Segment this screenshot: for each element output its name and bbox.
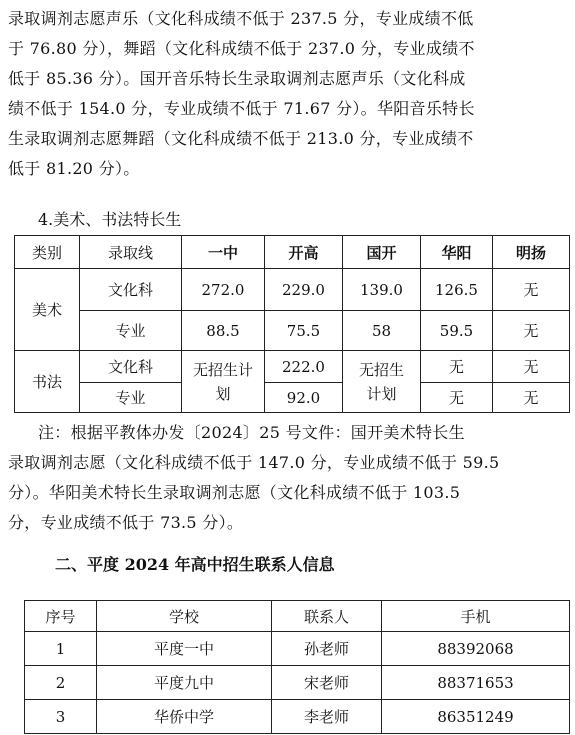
text-line: 注：根据平教体办发〔2024〕25 号文件：国开美术特长生 [38, 423, 465, 442]
table-cell: 无 [421, 383, 493, 413]
table-row [15, 383, 570, 413]
table-cell: 孙老师 [272, 632, 382, 666]
table-header-row [15, 236, 570, 269]
text-line: 于 76.80 分），舞蹈（文化科成绩不低于 237.0 分，专业成绩不 [8, 39, 475, 58]
text-line: 录取调剂志愿声乐（文化科成绩不低于 237.5 分，专业成绩不低 [8, 9, 474, 28]
table-cell: 229.0 [265, 269, 343, 311]
table-cell: 59.5 [421, 311, 493, 351]
text-line: 低于 81.20 分）。 [8, 159, 140, 178]
section-2-title: 二、平度 2024 年高中招生联系人信息 [55, 555, 335, 574]
table-cell: 无 [493, 311, 570, 351]
header-cell: 录取线 [80, 236, 182, 269]
table-cell: 平度九中 [97, 666, 272, 700]
table-cell: 1 [25, 632, 97, 666]
table-cell: 3 [25, 700, 97, 734]
table-cell: 88392068 [382, 632, 570, 666]
text-line: 分，专业成绩不低于 73.5 分）。 [8, 513, 244, 532]
section-4-title: 4.美术、书法特长生 [38, 210, 182, 229]
header-cell: 序号 [25, 601, 97, 632]
intro-paragraph [8, 4, 564, 184]
table-cell: 139.0 [343, 269, 421, 311]
table-cell: 李老师 [272, 700, 382, 734]
table-row [15, 311, 570, 351]
table-cell: 文化科 [80, 351, 182, 383]
header-cell: 联系人 [272, 601, 382, 632]
text-line: 生录取调剂志愿舞蹈（文化科成绩不低于 213.0 分，专业成绩不 [8, 129, 474, 148]
table-cell: 2 [25, 666, 97, 700]
table-cell: 88.5 [182, 311, 265, 351]
table-cell: 92.0 [265, 383, 343, 413]
table-cell: 126.5 [421, 269, 493, 311]
table-cell: 无 [493, 383, 570, 413]
table-row [25, 666, 570, 700]
table-cell: 华侨中学 [97, 700, 272, 734]
note-paragraph [8, 418, 564, 538]
table-cell: 无 [493, 269, 570, 311]
table-cell: 无招生计划 [182, 351, 265, 413]
text-line: 低于 85.36 分）。国开音乐特长生录取调剂志愿声乐（文化科成 [8, 69, 466, 88]
table-cell: 无 [421, 351, 493, 383]
table-row [15, 269, 570, 311]
table-cell: 专业 [80, 383, 182, 413]
header-cell: 一中 [182, 236, 265, 269]
art-calligraphy-table [14, 235, 570, 413]
table-row [25, 700, 570, 734]
table-cell: 宋老师 [272, 666, 382, 700]
table-cell: 无 [493, 351, 570, 383]
table-row [25, 632, 570, 666]
category-cell: 美术 [15, 269, 80, 351]
table-row [15, 351, 570, 383]
header-cell: 开高 [265, 236, 343, 269]
table-cell: 272.0 [182, 269, 265, 311]
table-cell: 88371653 [382, 666, 570, 700]
text-line: 绩不低于 154.0 分，专业成绩不低于 71.67 分）。华阳音乐特长 [8, 99, 475, 118]
text-line: 录取调剂志愿（文化科成绩不低于 147.0 分，专业成绩不低于 59.5 [8, 453, 500, 472]
header-cell: 国开 [343, 236, 421, 269]
header-cell: 学校 [97, 601, 272, 632]
header-cell: 类别 [15, 236, 80, 269]
category-cell: 书法 [15, 351, 80, 413]
table-cell: 文化科 [80, 269, 182, 311]
header-cell: 华阳 [421, 236, 493, 269]
text-line: 分）。华阳美术特长生录取调剂志愿（文化科成绩不低于 103.5 [8, 483, 461, 502]
table-cell: 86351249 [382, 700, 570, 734]
contact-table [24, 600, 570, 734]
table-cell: 58 [343, 311, 421, 351]
table-cell: 平度一中 [97, 632, 272, 666]
header-cell: 手机 [382, 601, 570, 632]
table-cell: 无招生计划 [343, 351, 421, 413]
table-cell: 222.0 [265, 351, 343, 383]
table-cell: 专业 [80, 311, 182, 351]
header-cell: 明扬 [493, 236, 570, 269]
table-cell: 75.5 [265, 311, 343, 351]
table-header-row [25, 601, 570, 632]
